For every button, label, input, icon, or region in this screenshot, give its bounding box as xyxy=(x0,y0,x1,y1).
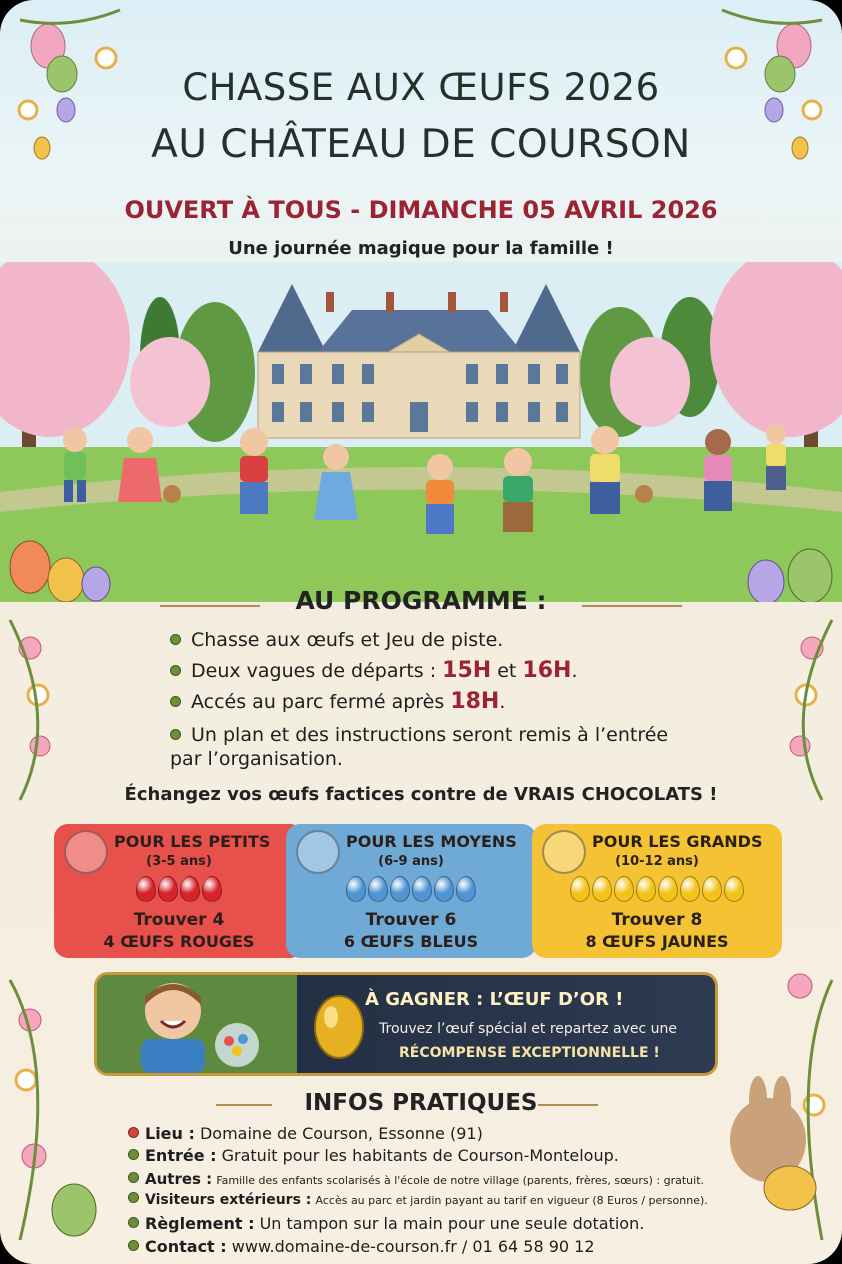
info-autres: Autres : Famille des enfants scolarisés à l'école de notre village (parents, frères, sœurs) : gratuit. xyxy=(128,1170,704,1188)
title-line-1: CHASSE AUX ŒUFS 2026 xyxy=(182,66,660,109)
egg-icon xyxy=(456,876,476,902)
prize-reward: RÉCOMPENSE EXCEPTIONNELLE ! xyxy=(399,1045,660,1061)
egg-icon xyxy=(368,876,388,902)
info-contact: Contact : www.domaine-de-courson.fr / 01 64 58 90 12 xyxy=(128,1237,595,1256)
event-date-subtitle: OUVERT À TOUS - DIMANCHE 05 AVRIL 2026 xyxy=(124,196,718,224)
info-reglement: Règlement : Un tampon sur la main pour une seule dotation. xyxy=(128,1214,644,1233)
golden-egg-icon xyxy=(311,985,367,1065)
infos-heading: INFOS PRATIQUES xyxy=(304,1090,538,1116)
egg-icon xyxy=(202,876,222,902)
card-title: POUR LES MOYENS xyxy=(346,832,517,851)
bullet-icon xyxy=(170,634,181,645)
bullet-icon xyxy=(170,665,181,676)
bullet-icon xyxy=(128,1149,139,1160)
card-age: (10-12 ans) xyxy=(615,854,699,869)
programme-item-2: Deux vagues de départs : 15H et 16H. xyxy=(170,659,770,683)
programme-item-3: Accés au parc fermé après 18H. xyxy=(170,690,770,714)
programme-heading: AU PROGRAMME : xyxy=(295,586,547,615)
bullet-icon xyxy=(128,1127,139,1138)
bullet-icon xyxy=(170,696,181,707)
card-age: (3-5 ans) xyxy=(146,854,212,869)
info-entree: Entrée : Gratuit pour les habitants de Courson-Monteloup. xyxy=(128,1146,619,1165)
egg-icon xyxy=(158,876,178,902)
egg-icon xyxy=(658,876,678,902)
exchange-note: Échangez vos œufs factices contre de VRAIS CHOCOLATS ! xyxy=(124,784,718,805)
card-age: (6-9 ans) xyxy=(378,854,444,869)
tagline: Une journée magique pour la famille ! xyxy=(228,238,614,259)
card-eggs-row xyxy=(54,876,304,906)
bullet-icon xyxy=(170,729,181,740)
card-petits xyxy=(54,824,304,958)
card-eggs-text: 4 ŒUFS ROUGES xyxy=(103,932,255,951)
child-with-eggs-illustration xyxy=(97,975,297,1073)
egg-icon xyxy=(136,876,156,902)
egg-icon xyxy=(702,876,722,902)
egg-icon xyxy=(636,876,656,902)
card-eggs-text: 8 ŒUFS JAUNES xyxy=(585,932,729,951)
card-title: POUR LES GRANDS xyxy=(592,832,763,851)
info-lieu: Lieu : Domaine de Courson, Essonne (91) xyxy=(128,1124,483,1143)
bullet-icon xyxy=(128,1192,139,1203)
card-find: Trouver 8 xyxy=(611,910,703,930)
egg-icon xyxy=(680,876,700,902)
card-find: Trouver 4 xyxy=(133,910,225,930)
prize-description: Trouvez l’œuf spécial et repartez avec une xyxy=(379,1021,678,1037)
egg-icon xyxy=(390,876,410,902)
programme-item-1: Chasse aux œufs et Jeu de piste. xyxy=(170,628,770,652)
egg-icon xyxy=(570,876,590,902)
card-grands xyxy=(532,824,782,958)
bullet-icon xyxy=(128,1217,139,1228)
card-eggs-row xyxy=(532,876,782,906)
egg-icon xyxy=(724,876,744,902)
card-eggs-row xyxy=(286,876,536,906)
chateau-scene-illustration xyxy=(0,262,842,602)
card-moyens xyxy=(286,824,536,958)
programme-item-4: Un plan et des instructions seront remis à l’entrée par l’organisation. xyxy=(170,724,669,770)
card-find: Trouver 6 xyxy=(365,910,457,930)
egg-icon xyxy=(412,876,432,902)
info-visiteurs-exterieurs: Visiteurs extérieurs : Accès au parc et jardin payant au tarif en vigueur (8 Euros / personne). xyxy=(128,1192,708,1208)
egg-icon xyxy=(614,876,634,902)
egg-icon xyxy=(180,876,200,902)
title-line-2: AU CHÂTEAU DE COURSON xyxy=(151,122,691,167)
egg-icon xyxy=(592,876,612,902)
bullet-icon xyxy=(128,1172,139,1183)
egg-icon xyxy=(346,876,366,902)
card-eggs-text: 6 ŒUFS BLEUS xyxy=(343,932,479,951)
card-title: POUR LES PETITS xyxy=(114,832,271,851)
prize-title: À GAGNER : L’ŒUF D’OR ! xyxy=(365,989,624,1010)
golden-egg-prize-banner xyxy=(94,972,718,1076)
egg-icon xyxy=(434,876,454,902)
bullet-icon xyxy=(128,1240,139,1251)
